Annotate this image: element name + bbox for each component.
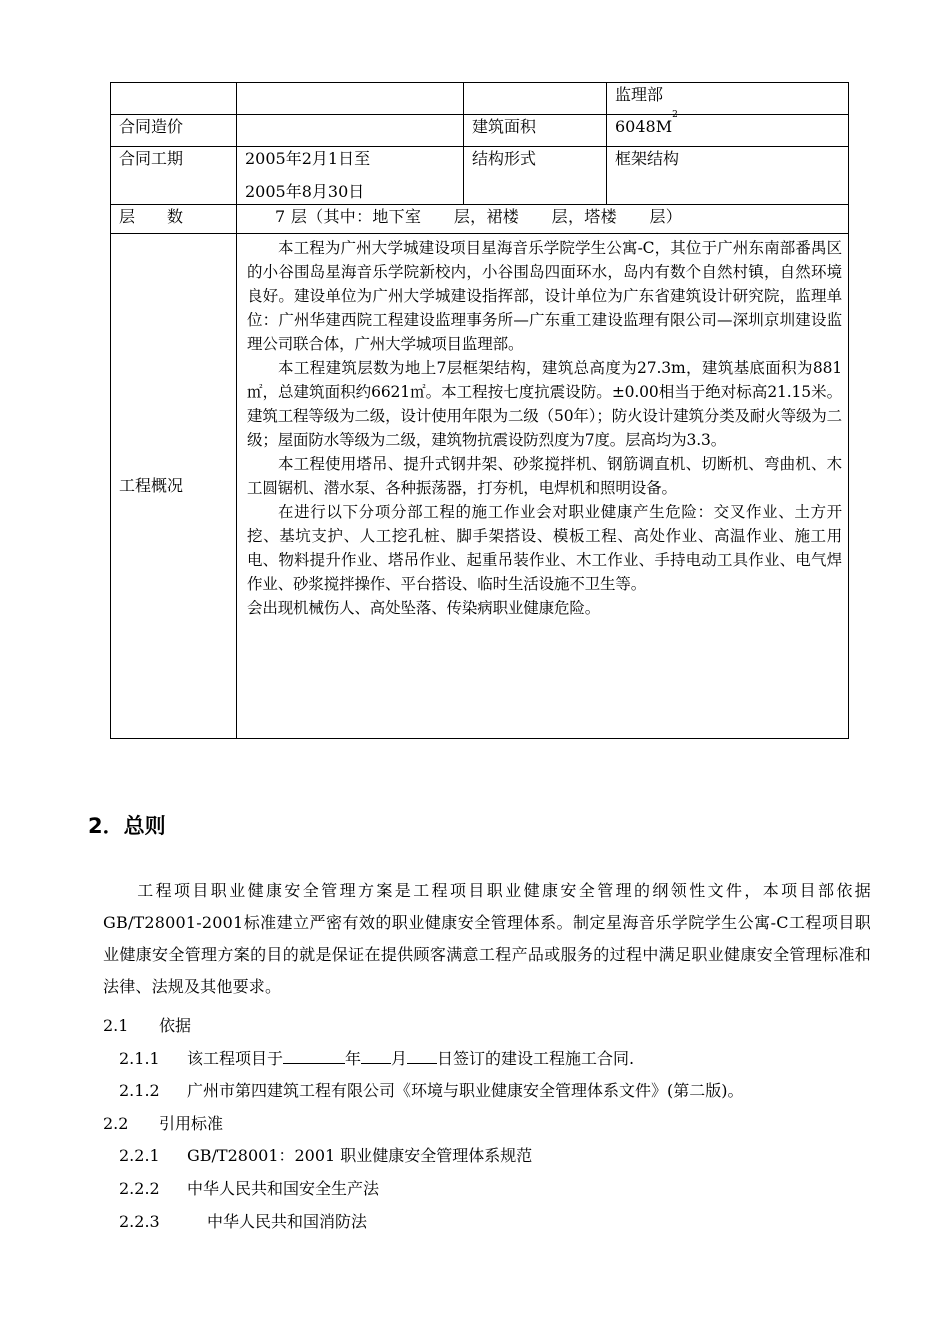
project-overview-text — [237, 234, 849, 739]
table-row — [111, 147, 849, 205]
list-item — [103, 1043, 883, 1076]
building-area-number: 6048M — [615, 117, 673, 136]
table-cell — [111, 83, 237, 115]
contract-price-value — [237, 115, 464, 147]
overview-paragraph: 本工程使用塔吊、提升式钢井架、砂浆搅拌机、钢筋调直机、切断机、弯曲机、木工圆锯机、潜水泵、各种振荡器，打夯机，电焊机和照明设备。 — [247, 455, 842, 497]
list-item — [103, 1206, 883, 1239]
day-blank — [407, 1043, 437, 1064]
item-number: 2.2.3 — [119, 1211, 160, 1231]
floors-label: 层 数 — [111, 205, 237, 234]
section-intro — [103, 875, 871, 1003]
contract-period-value — [237, 147, 464, 205]
item-text: 依据 — [159, 1016, 192, 1035]
project-info-table — [110, 82, 849, 739]
contract-period-label: 合同工期 — [111, 147, 237, 205]
project-overview-label: 工程概况 — [111, 234, 237, 739]
overview-paragraph: 会出现机械伤人、高处坠落、传染病职业健康危险。 — [247, 599, 601, 617]
list-item — [103, 1010, 883, 1043]
section-heading: 2．总则 — [88, 814, 166, 838]
list-item — [103, 1108, 883, 1141]
intro-text: 工程项目职业健康安全管理方案是工程项目职业健康安全管理的纲领性文件，本项目部依据GB/T28001-2001标准建立严密有效的职业健康安全管理体系。制定星海音乐学院学生公寓-C工程项目职业健康安全管理方案的目的就是保证在提供顾客满意工程产品或服务的过程中满足职业健康安全管理标准和法律、法规及其他要求。 — [103, 881, 871, 996]
item-number: 2.2.1 — [119, 1146, 160, 1166]
item-text: 引用标准 — [159, 1113, 224, 1133]
table-row — [111, 205, 849, 234]
structure-type-value: 框架结构 — [607, 147, 849, 205]
building-area-value — [607, 110, 849, 147]
item-number: 2.1.1 — [119, 1048, 160, 1068]
section-list — [103, 1010, 883, 1238]
item-text: 中华人民共和国消防法 — [207, 1211, 368, 1231]
table-row — [111, 115, 849, 147]
item-text: 广州市第四建筑工程有限公司《环境与职业健康安全管理体系文件》(第二版)。 — [187, 1081, 744, 1101]
table-cell — [237, 83, 464, 115]
overview-paragraph: 在进行以下分项分部工程的施工作业会对职业健康产生危险：交叉作业、土方开挖、基坑支护、人工挖孔桩、脚手架搭设、模板工程、高处作业、高温作业、施工用电、物料提升作业、塔吊作业、起重吊装作业、木工作业、手持电动工具作业、电气焊作业、砂浆搅拌操作、平台搭设、临时生活设施不卫生等。 — [247, 503, 842, 593]
floors-value: 7 层（其中：地下室 层，裙楼 层，塔楼 层） — [237, 205, 849, 234]
item-number: 2.1.2 — [119, 1081, 160, 1101]
supervision-dept-cell: 监理部 — [607, 83, 849, 115]
item-number: 2.2 — [103, 1113, 129, 1133]
list-item — [103, 1173, 883, 1206]
list-item — [103, 1140, 883, 1173]
item-text: 年 — [345, 1048, 362, 1068]
item-text: 月 — [391, 1048, 408, 1068]
area-superscript: 2 — [672, 110, 678, 120]
period-start: 2005年2月1日至 — [245, 149, 371, 168]
table-cell — [464, 83, 607, 115]
building-area-label: 建筑面积 — [464, 115, 607, 147]
overview-paragraph: 本工程为广州大学城建设项目星海音乐学院学生公寓-C，其位于广州东南部番禺区的小谷围岛星海音乐学院新校内，小谷围岛四面环水，岛内有数个自然村镇，自然环境良好。建设单位为广州大学城建设指挥部，设计单位为广东省建筑设计研究院，监理单位：广州华建西院工程建设监理事务所—广东重工建设监理有限公司—深圳京圳建设监理公司联合体，广州大学城项目监理部。 — [247, 239, 842, 353]
list-item — [103, 1075, 883, 1108]
item-number: 2.2.2 — [119, 1178, 160, 1198]
contract-price-label: 合同造价 — [111, 115, 237, 147]
structure-type-label: 结构形式 — [464, 147, 607, 205]
year-blank — [283, 1043, 345, 1064]
item-text: 中华人民共和国安全生产法 — [187, 1178, 380, 1198]
period-end: 2005年8月30日 — [245, 182, 365, 201]
table-row — [111, 234, 849, 739]
overview-paragraph: 本工程建筑层数为地上7层框架结构，建筑总高度为27.3m，建筑基底面积为881㎡，总建筑面积约6621㎡。本工程按七度抗震设防。±0.00相当于绝对标高21.15米。建筑工程等级为二级，设计使用年限为二级（50年）；防火设计建筑分类及耐火等级为二级；屋面防水等级为二级，建筑物抗震设防烈度为7度。层高均为3.3。 — [247, 359, 842, 449]
item-number: 2.1 — [103, 1016, 129, 1035]
item-text: 该工程项目于 — [187, 1048, 284, 1068]
item-text: 日签订的建设工程施工合同. — [437, 1048, 635, 1068]
table-row — [111, 83, 849, 115]
item-text: GB/T28001：2001 职业健康安全管理体系规范 — [187, 1146, 533, 1166]
month-blank — [361, 1043, 391, 1064]
